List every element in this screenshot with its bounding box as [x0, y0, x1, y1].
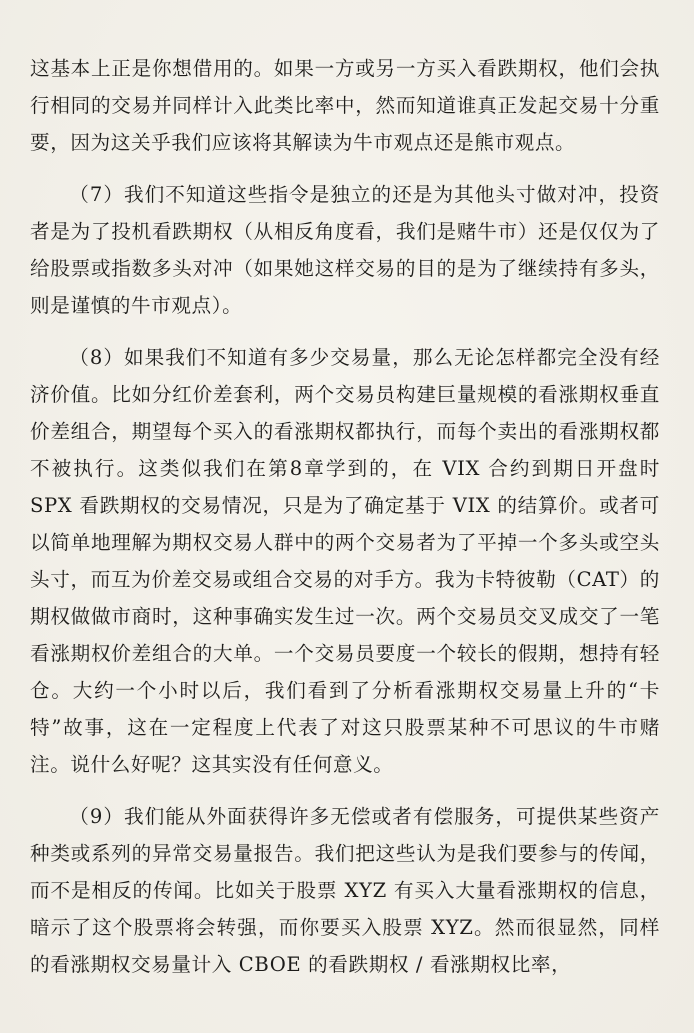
- paragraph-9: （9）我们能从外面获得许多无偿或者有偿服务，可提供某些资产种类或系列的异常交易量报告。我们把这些认为是我们要参与的传闻，而不是相反的传闻。比如关于股票 XYZ 有买入大量看涨期权的信息，暗示了这个股票将会转强，而你要买入股票 XYZ。然而很显然，同样的看涨期权交易量计入 CBOE 的看跌期权 / 看涨期权比率，: [30, 805, 660, 976]
- paragraph-8: （8）如果我们不知道有多少交易量，那么无论怎样都完全没有经济价值。比如分红价差套利，两个交易员构建巨量规模的看涨期权垂直价差组合，期望每个买入的看涨期权都执行，而每个卖出的看涨期权都不被执行。这类似我们在第8章学到的，在 VIX 合约到期日开盘时 SPX 看跌期权的交易情况，只是为了确定基于 VIX 的结算价。或者可以简单地理解为期权交易人群中的两个交易者为了平掉一个多头或空头头寸，而互为价差交易或组合交易的对手方。我为卡特彼勒（CAT）的期权做做市商时，这种事确实发生过一次。两个交易员交叉成交了一笔看涨期权价差组合的大单。一个交易员要度一个较长的假期，想持有轻仓。大约一个小时以后，我们看到了分析看涨期权交易量上升的“卡特”故事，这在一定程度上代表了对这只股票某种不可思议的牛市赌注。说什么好呢？这其实没有任何意义。: [30, 346, 660, 776]
- paragraph-7: （7）我们不知道这些指令是独立的还是为其他头寸做对冲，投资者是为了投机看跌期权（从相反角度看，我们是赌牛市）还是仅仅为了给股票或指数多头对冲（如果她这样交易的目的是为了继续持有多头，则是谨慎的牛市观点）。: [30, 183, 660, 317]
- paragraph-1: 这基本上正是你想借用的。如果一方或另一方买入看跌期权，他们会执行相同的交易并同样计入此类比率中，然而知道谁真正发起交易十分重要，因为这关乎我们应该将其解读为牛市观点还是熊市观点。: [30, 57, 660, 154]
